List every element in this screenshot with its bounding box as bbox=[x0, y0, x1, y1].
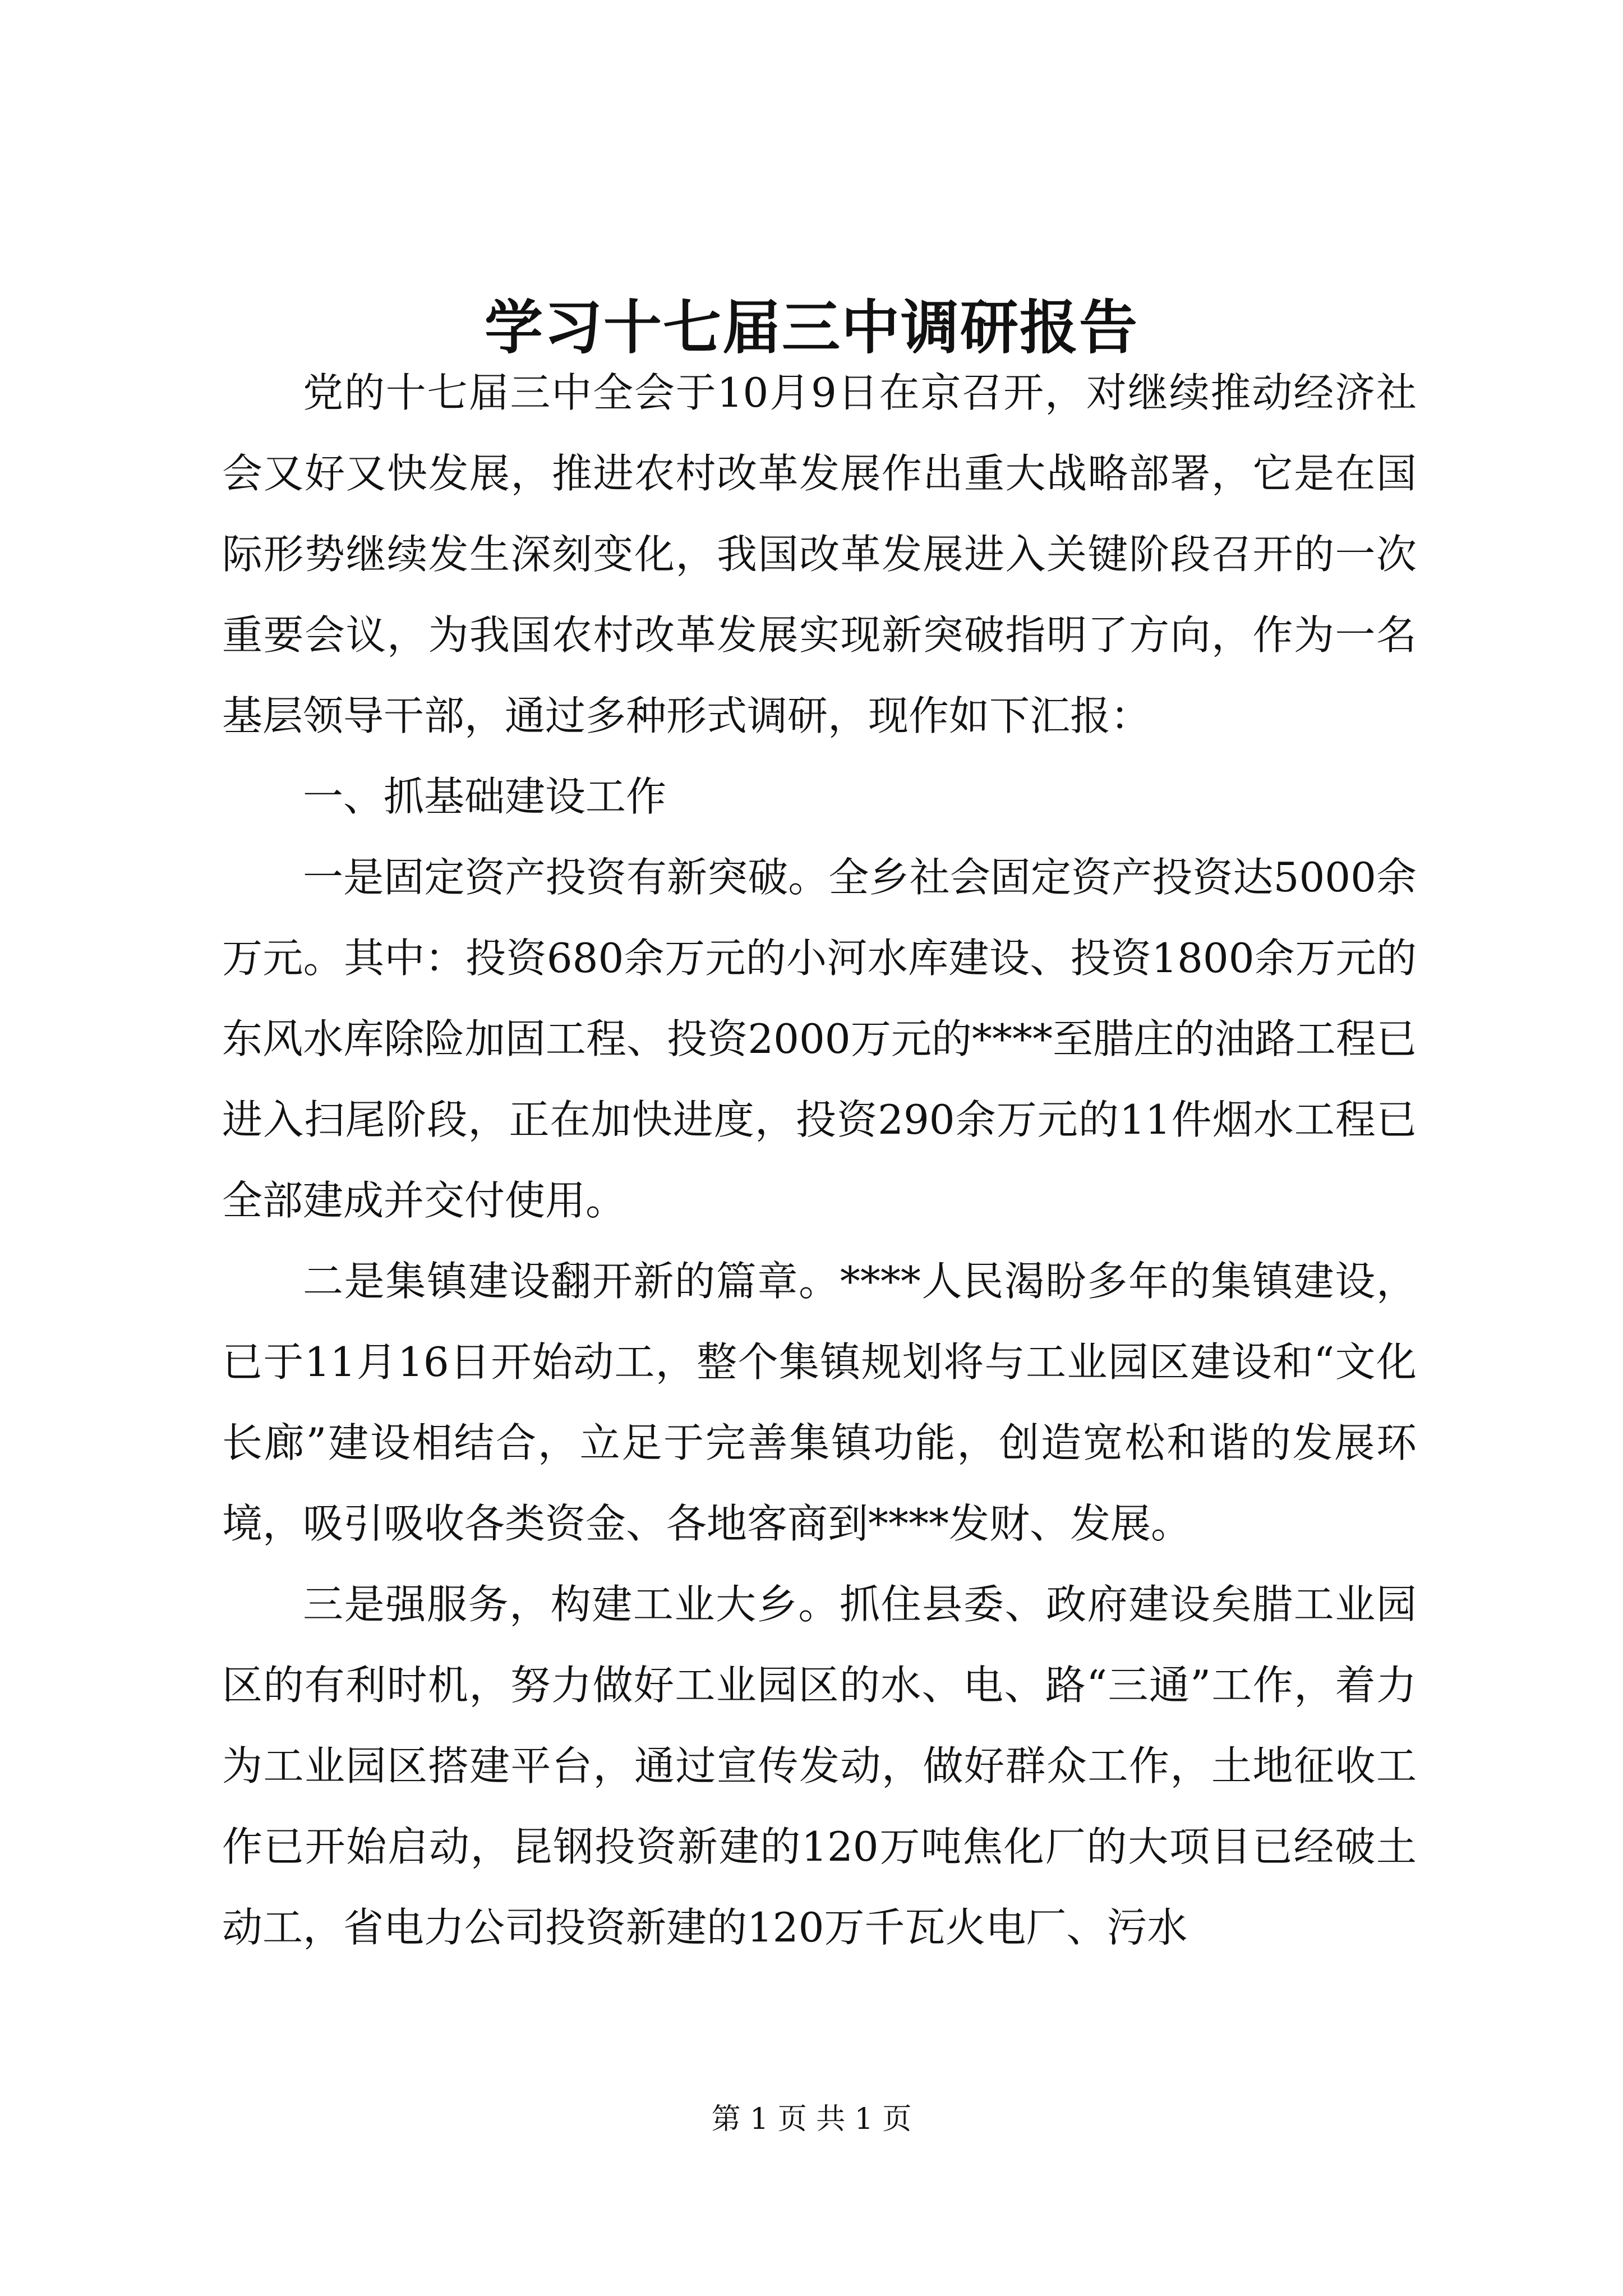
paragraph-industry: 三是强服务，构建工业大乡。抓住县委、政府建设矣腊工业园区的有利时机，努力做好工业园区的水、电、路“三通”工作，着力为工业园区搭建平台，通过宣传发动，做好群众工作，土地征收工作已开始启动，昆钢投资新建的120万吨焦化厂的大项目已经破土动工，省电力公司投资新建的120万千瓦火电厂、污水 bbox=[222, 1581, 1417, 1951]
document-title: 学习十七届三中调研报告 bbox=[484, 293, 1138, 362]
document-body bbox=[222, 352, 1417, 1968]
paragraph-town-construction: 二是集镇建设翻开新的篇章。****人民渴盼多年的集镇建设，已于11月16日开始动工，整个集镇规划将与工业园区建设和“文化长廊”建设相结合，立足于完善集镇功能，创造宽松和谐的发展环境，吸引吸收各类资金、各地客商到****发财、发展。 bbox=[222, 1258, 1417, 1547]
paragraph-fixed-assets: 一是固定资产投资有新突破。全乡社会固定资产投资达5000余万元。其中：投资680余万元的小河水库建设、投资1800余万元的东风水库除险加固工程、投资2000万元的****至腊庄的油路工程已进入扫尾阶段，正在加快进度，投资290余万元的11件烟水工程已全部建成并交付使用。 bbox=[222, 854, 1417, 1224]
page-footer: 第 1 页 共 1 页 bbox=[711, 2102, 912, 2136]
section-heading-1: 一、抓基础建设工作 bbox=[303, 773, 667, 820]
paragraph-intro: 党的十七届三中全会于10月9日在京召开，对继续推动经济社会又好又快发展，推进农村改革发展作出重大战略部署，它是在国际形势继续发生深刻变化，我国改革发展进入关键阶段召开的一次重要会议，为我国农村改革发展实现新突破指明了方向，作为一名基层领导干部，通过多种形式调研，现作如下汇报： bbox=[222, 369, 1417, 739]
